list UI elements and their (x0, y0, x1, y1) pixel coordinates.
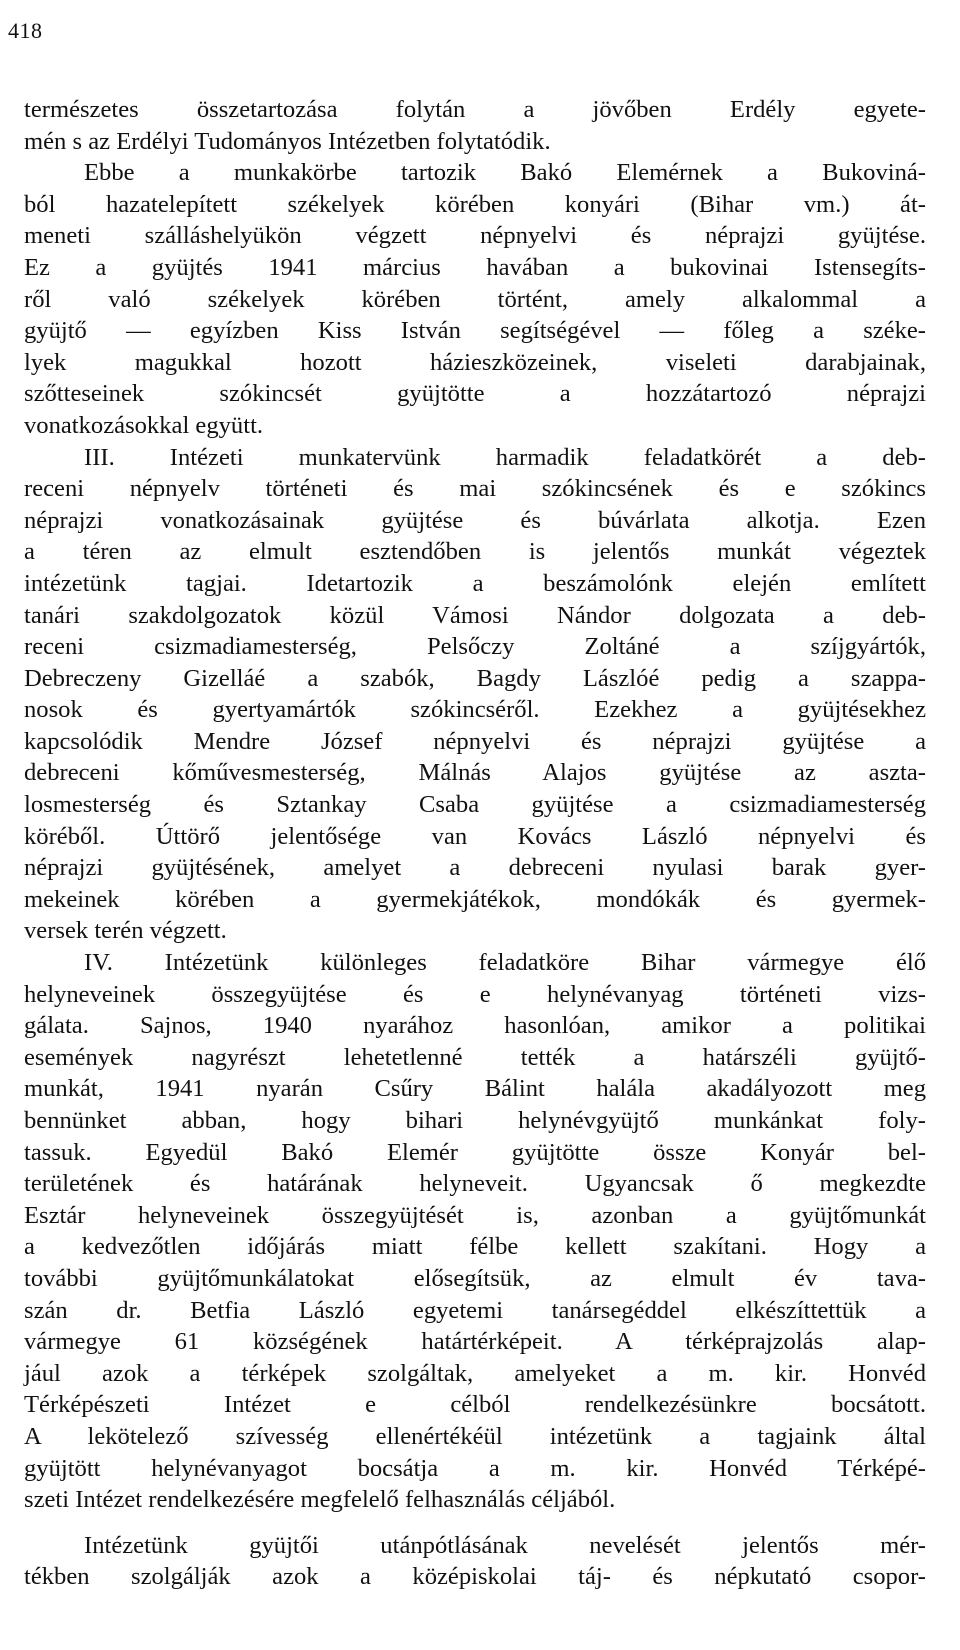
text-line: vármegye 61 községének határtérképeit. A térképrajzolás alap- (24, 1328, 926, 1356)
text-line: lyek magukkal hozott házieszközeinek, viseleti darabjainak, (24, 348, 926, 376)
text-line: munkát, 1941 nyarán Csűry Bálint halála akadályozott meg (24, 1075, 926, 1103)
paragraph (24, 947, 926, 1516)
text-line: események nagyrészt lehetetlenné tették a határszéli gyüjtő- (24, 1043, 926, 1071)
text-line: jául azok a térképek szolgáltak, amelyeket a m. kir. Honvéd (24, 1359, 926, 1387)
text-line: tékben szolgálják azok a középiskolai táj- és népkutató csopor- (24, 1563, 926, 1591)
text-line: intézetünk tagjai. Idetartozik a beszámolónk elején említett (24, 569, 926, 597)
text-line: szőtteseinek szókincsét gyüjtötte a hozzátartozó néprajzi (24, 380, 926, 408)
text-line: szán dr. Betfia László egyetemi tanársegéddel elkészíttettük a (24, 1296, 926, 1324)
text-line: Intézetünk gyüjtői utánpótlásának nevelését jelentős mér- (84, 1531, 926, 1559)
text-line: receni népnyelv történeti és mai szókincsének és e szókincs (24, 475, 926, 503)
text-line: debreceni kőművesmesterség, Málnás Alajos gyüjtése az aszta- (24, 759, 926, 787)
text-line: tanári szakdolgozatok közül Vámosi Nándor dolgozata a deb- (24, 601, 926, 629)
text-line: meneti szálláshelyükön végzett népnyelvi és néprajzi gyüjtése. (24, 222, 926, 250)
text-line: III. Intézeti munkatervünk harmadik feladatkörét a deb- (84, 443, 926, 471)
text-line: Debreczeny Gizelláé a szabók, Bagdy Lászlóé pedig a szappa- (24, 664, 926, 692)
text-line: szeti Intézet rendelkezésére megfelelő felhasználás céljából. (24, 1486, 616, 1514)
body-text (24, 94, 926, 1593)
paragraph (24, 94, 926, 157)
text-line: gyüjtött helynévanyagot bocsátja a m. kir. Honvéd Térképé- (24, 1454, 926, 1482)
text-line: további gyüjtőmunkálatokat elősegítsük, az elmult év tava- (24, 1264, 926, 1292)
page-number: 418 (8, 18, 43, 43)
text-line: bennünket abban, hogy bihari helynévgyüjtő munkánkat foly- (24, 1107, 926, 1134)
text-line: nosok és gyertyamártók szókincséről. Ezekhez a gyüjtésekhez (24, 696, 926, 724)
text-line: ból hazatelepített székelyek körében konyári (Bihar vm.) át- (24, 190, 926, 218)
paragraph (24, 157, 926, 441)
paragraph (24, 442, 926, 948)
paragraph-gap (24, 1516, 926, 1530)
text-line: Esztár helyneveinek összegyüjtését is, azonban a gyüjtőmunkát (24, 1201, 926, 1229)
text-line: ről való székelyek körében történt, amely alkalommal a (24, 285, 926, 313)
text-line: mekeinek körében a gyermekjátékok, mondókák és gyermek- (24, 885, 926, 913)
text-line: köréből. Úttörő jelentősége van Kovács László népnyelvi és (24, 822, 926, 850)
text-line: helyneveinek összegyüjtése és e helynévanyag történeti vizs- (24, 980, 926, 1008)
text-line: Ez a gyüjtés 1941 március havában a bukovinai Istensegíts- (24, 253, 926, 281)
text-line: kapcsolódik Mendre József népnyelvi és néprajzi gyüjtése a (24, 727, 926, 755)
text-line: természetes összetartozása folytán a jövőben Erdély egyete- (24, 96, 926, 123)
text-line: receni csizmadiamesterség, Pelsőczy Zoltáné a szíjgyártók, (24, 633, 926, 661)
text-line: A lekötelező szívesség ellenértékéül intézetünk a tagjaink által (24, 1422, 926, 1450)
text-line: a kedvezőtlen időjárás miatt félbe kellett szakítani. Hogy a (24, 1233, 926, 1261)
text-line: gyüjtő — egyízben Kiss István segítségével — főleg a széke- (24, 317, 926, 345)
text-line: Térképészeti Intézet e célból rendelkezésünkre bocsátott. (24, 1391, 926, 1419)
text-line: losmesterség és Sztankay Csaba gyüjtése a csizmadiamesterség (24, 791, 926, 819)
text-line: területének és határának helyneveit. Ugyancsak ő megkezdte (24, 1170, 926, 1198)
text-line: mén s az Erdélyi Tudományos Intézetben folytatódik. (24, 127, 551, 155)
text-line: a téren az elmult esztendőben is jelentős munkát végeztek (24, 538, 926, 566)
text-line: tassuk. Egyedül Bakó Elemér gyüjtötte össze Konyár bel- (24, 1138, 926, 1166)
text-line: IV. Intézetünk különleges feladatköre Bihar vármegye élő (84, 949, 926, 977)
text-line: versek terén végzett. (24, 917, 227, 945)
text-line: néprajzi gyüjtésének, amelyet a debreceni nyulasi barak gyer- (24, 854, 926, 882)
text-line: néprajzi vonatkozásainak gyüjtése és búvárlata alkotja. Ezen (24, 506, 926, 534)
paragraph (24, 1530, 926, 1593)
text-line: Ebbe a munkakörbe tartozik Bakó Elemérnek a Bukoviná- (84, 159, 926, 187)
text-line: vonatkozásokkal együtt. (24, 411, 264, 439)
text-line: gálata. Sajnos, 1940 nyarához hasonlóan, amikor a politikai (24, 1012, 926, 1040)
